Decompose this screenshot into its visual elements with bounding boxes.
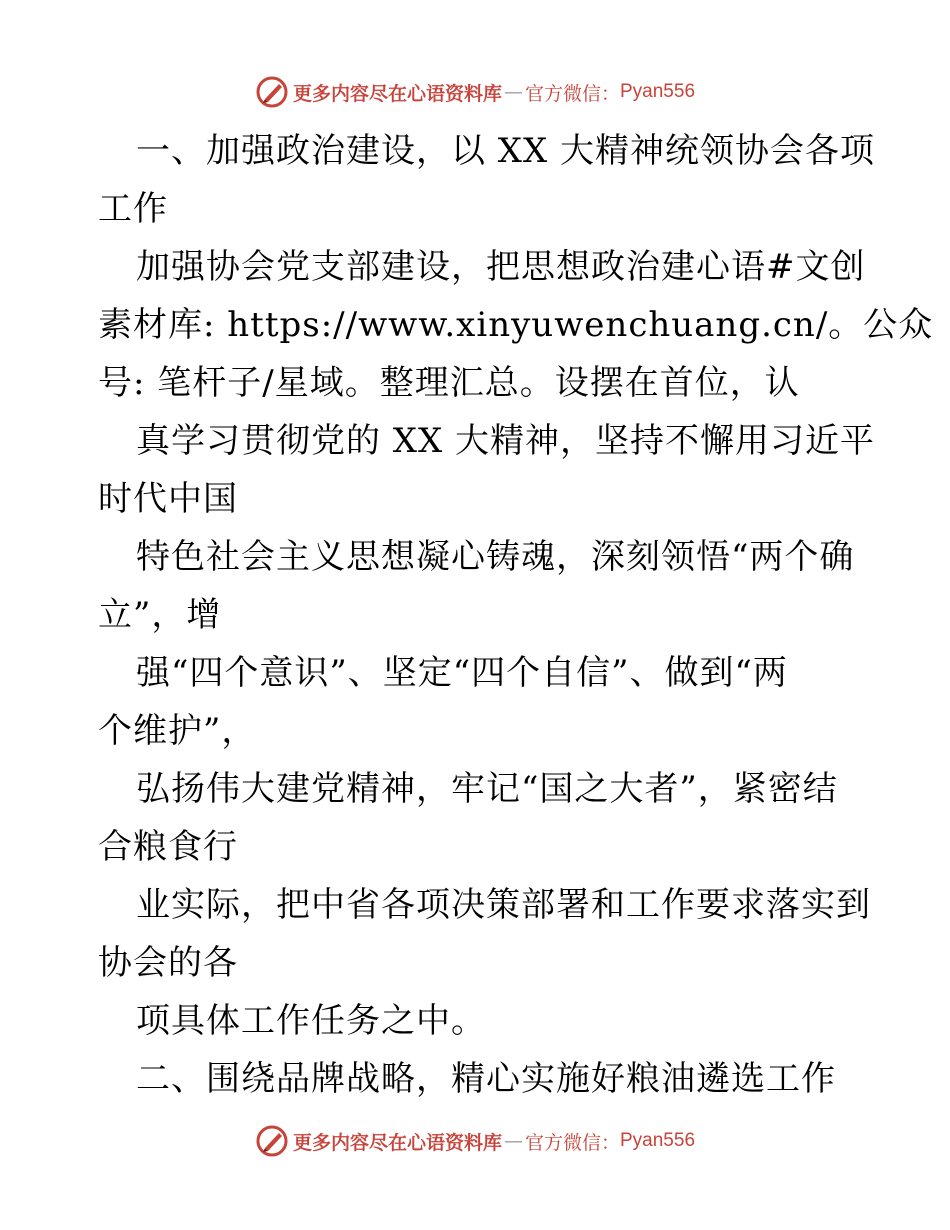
- text-line: 特色社会主义思想凝心铸魂，深刻领悟“两个确: [136, 537, 855, 577]
- text-line: 个维护”，: [98, 711, 257, 751]
- text-line: 项具体工作任务之中。: [136, 1001, 486, 1041]
- banner-separator: —: [503, 1130, 523, 1152]
- banner-brand: 更多内容尽在心语资料库: [292, 1131, 502, 1154]
- banner-handle: Pyan556: [620, 81, 696, 102]
- heading-2: 二、围绕品牌战略，精心实施好粮油遴选工作: [136, 1059, 836, 1099]
- text-line: 业实际，把中省各项决策部署和工作要求落实到: [136, 885, 871, 925]
- banner-contact-label: 官方微信：: [524, 1131, 620, 1154]
- text-line: 时代中国: [98, 479, 238, 519]
- text-line: 素材库: https://www.xinyuwenchuang.cn/。公众: [98, 305, 934, 345]
- text-line: 真学习贯彻党的 XX 大精神，坚持不懈用习近平: [136, 421, 876, 461]
- header-banner: [0, 72, 950, 112]
- text-line: 合粮食行: [98, 827, 238, 867]
- text-line: 强“四个意识”、坚定“四个自信”、做到“两: [136, 653, 788, 693]
- document-body: [98, 122, 934, 1108]
- footer-banner: [0, 1121, 950, 1161]
- banner-separator: —: [503, 81, 523, 103]
- text-line: 工作: [98, 189, 168, 229]
- banner-brand: 更多内容尽在心语资料库: [292, 82, 502, 105]
- text-line: 号: 笔杆子/星域。整理汇总。设摆在首位，认: [98, 363, 800, 403]
- text-line: 弘扬伟大建党精神，牢记“国之大者”，紧密结: [136, 769, 838, 809]
- text-line: 协会的各: [98, 943, 238, 983]
- text-line: 立”，增: [98, 595, 222, 635]
- banner-handle: Pyan556: [620, 1130, 696, 1151]
- heading-1: 一、加强政治建设，以 XX 大精神统领协会各项: [136, 131, 876, 171]
- pen-logo-icon: [255, 75, 289, 109]
- pen-logo-icon: [255, 1124, 289, 1158]
- banner-contact-label: 官方微信：: [524, 82, 620, 105]
- text-line: 加强协会党支部建设，把思想政治建心语#文创: [136, 247, 866, 287]
